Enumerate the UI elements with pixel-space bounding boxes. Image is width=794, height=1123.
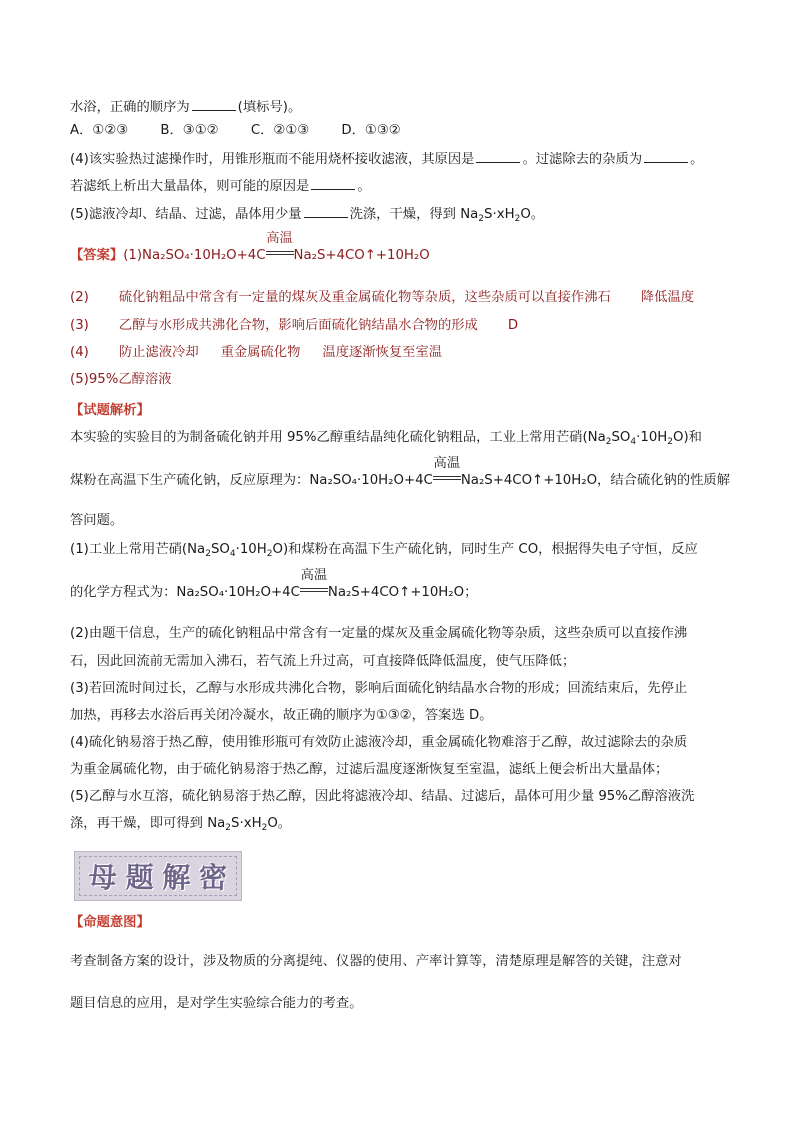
analysis-paragraph-2: 煤粉在高温下生产硫化钠，反应原理为：Na₂SO₄·10H₂O+4C 高温 Na₂S+4CO↑+10H₂O，结合硫化钠的性质解 — [70, 471, 730, 491]
analysis-paragraph-6: (2)由题干信息，生产的硫化钠粗品中常含有一定量的煤灰及重金属硫化物等杂质，这些杂质可以直接作沸 — [70, 626, 688, 641]
analysis-paragraph-12: (5)乙醇与水互溶，硫化钠易溶于热乙醇，因此将滤液冷却、结晶、过滤后，晶体可用少量 95%乙醇溶液洗 — [70, 789, 695, 804]
answer-blank — [311, 175, 355, 190]
question-5-line: (5)滤液冷却、结晶、过滤，晶体用少量 洗涤，干燥，得到 $Na_2S\cdot xH_2O$。 — [70, 203, 544, 229]
answer-4-line: (4) 防止滤液冷却 重金属硫化物 温度逐渐恢复至室温 — [70, 345, 443, 360]
analysis-paragraph-9: 加热，再移去水浴后再关闭冷凝水，故正确的顺序为①③②，答案选 D。 — [70, 708, 493, 723]
options-line — [70, 121, 429, 141]
intent-line-1: 考查制备方案的设计，涉及物质的分离提纯、仪器的使用、产率计算等，清楚原理是解答的关键，注意对 — [70, 954, 682, 969]
reaction-condition: 高温 — [433, 471, 461, 491]
answer-label: 【答案】 — [70, 248, 124, 263]
answer-2-line: (2) 硫化钠粗品中常含有一定量的煤灰及重金属硫化物等杂质，这些杂质可以直接作沸石 降低温度 — [70, 290, 695, 305]
analysis-label: 【试题解析】 — [70, 403, 150, 418]
answer-1-line: 【答案】(1)Na₂SO₄·10H₂O+4C 高温 Na₂S+4CO↑+10H₂O — [70, 246, 430, 266]
intent-line-2: 题目信息的应用，是对学生实验综合能力的考查。 — [70, 996, 363, 1011]
analysis-paragraph-11: 为重金属硫化物，由于硫化钠易溶于热乙醇，过滤后温度逐渐恢复至室温，滤纸上便会析出大量晶体； — [70, 762, 669, 777]
analysis-paragraph-10: (4)硫化钠易溶于热乙醇，使用锥形瓶可有效防止滤液冷却，重金属硫化物难溶于乙醇，故过滤除去的杂质 — [70, 735, 688, 750]
analysis-paragraph-5: 的化学方程式为：Na₂SO₄·10H₂O+4C 高温 Na₂S+4CO↑+10H₂O； — [70, 583, 477, 603]
analysis-paragraph-3: 答问题。 — [70, 513, 124, 528]
answer-5-line: (5)95%乙醇溶液 — [70, 372, 172, 387]
option-a: A．①②③ — [70, 123, 129, 138]
answer-blank — [304, 203, 348, 218]
analysis-paragraph-8: (3)若回流时间过长，乙醇与水形成共沸化合物，影响后面硫化钠结晶水合物的形成；回流结束后，先停止 — [70, 681, 688, 696]
option-c: C．②①③ — [250, 123, 310, 138]
answer-blank — [192, 96, 236, 111]
answer-blank — [644, 148, 688, 163]
question-4-line-1: (4)该实验热过滤操作时，用锥形瓶而不能用烧杯接收滤液，其原因是 。过滤除去的杂质为 。 — [70, 148, 703, 170]
reaction-condition: 高温 — [266, 246, 294, 266]
analysis-paragraph-13: 涤，再干燥，即可得到 $Na_2S\cdot xH_2O$。 — [70, 816, 292, 833]
analysis-paragraph-4: (1)工业上常用芒硝$(Na_2SO_4\cdot 10H_2O)$和煤粉在高温下生产硫化钠，同时生产 CO，根据得失电子守恒，反应 — [70, 542, 698, 559]
intent-label: 【命题意图】 — [70, 915, 150, 930]
answer-3-line: (3) 乙醇与水形成共沸化合物，影响后面硫化钠结晶水合物的形成 D — [70, 318, 519, 333]
option-b: B．③①② — [160, 123, 219, 138]
analysis-paragraph-1: 本实验的实验目的为制备硫化钠并用 95%乙醇重结晶纯化硫化钠粗品，工业上常用芒硝$(Na_2SO_4\cdot 10H_2O)$和 — [70, 430, 702, 447]
answer-blank — [476, 148, 520, 163]
reaction-condition: 高温 — [300, 583, 328, 603]
question-line-1: 水浴，正确的顺序为 (填标号)。 — [70, 96, 301, 118]
question-4-line-2: 若滤纸上析出大量晶体，则可能的原因是 。 — [70, 175, 371, 197]
option-d: D．①③② — [341, 123, 401, 138]
analysis-paragraph-7: 石，因此回流前无需加入沸石，若气流上升过高，可直接降低降低温度，使气压降低； — [70, 654, 576, 669]
section-badge: 母 题 解 密 — [74, 851, 242, 901]
